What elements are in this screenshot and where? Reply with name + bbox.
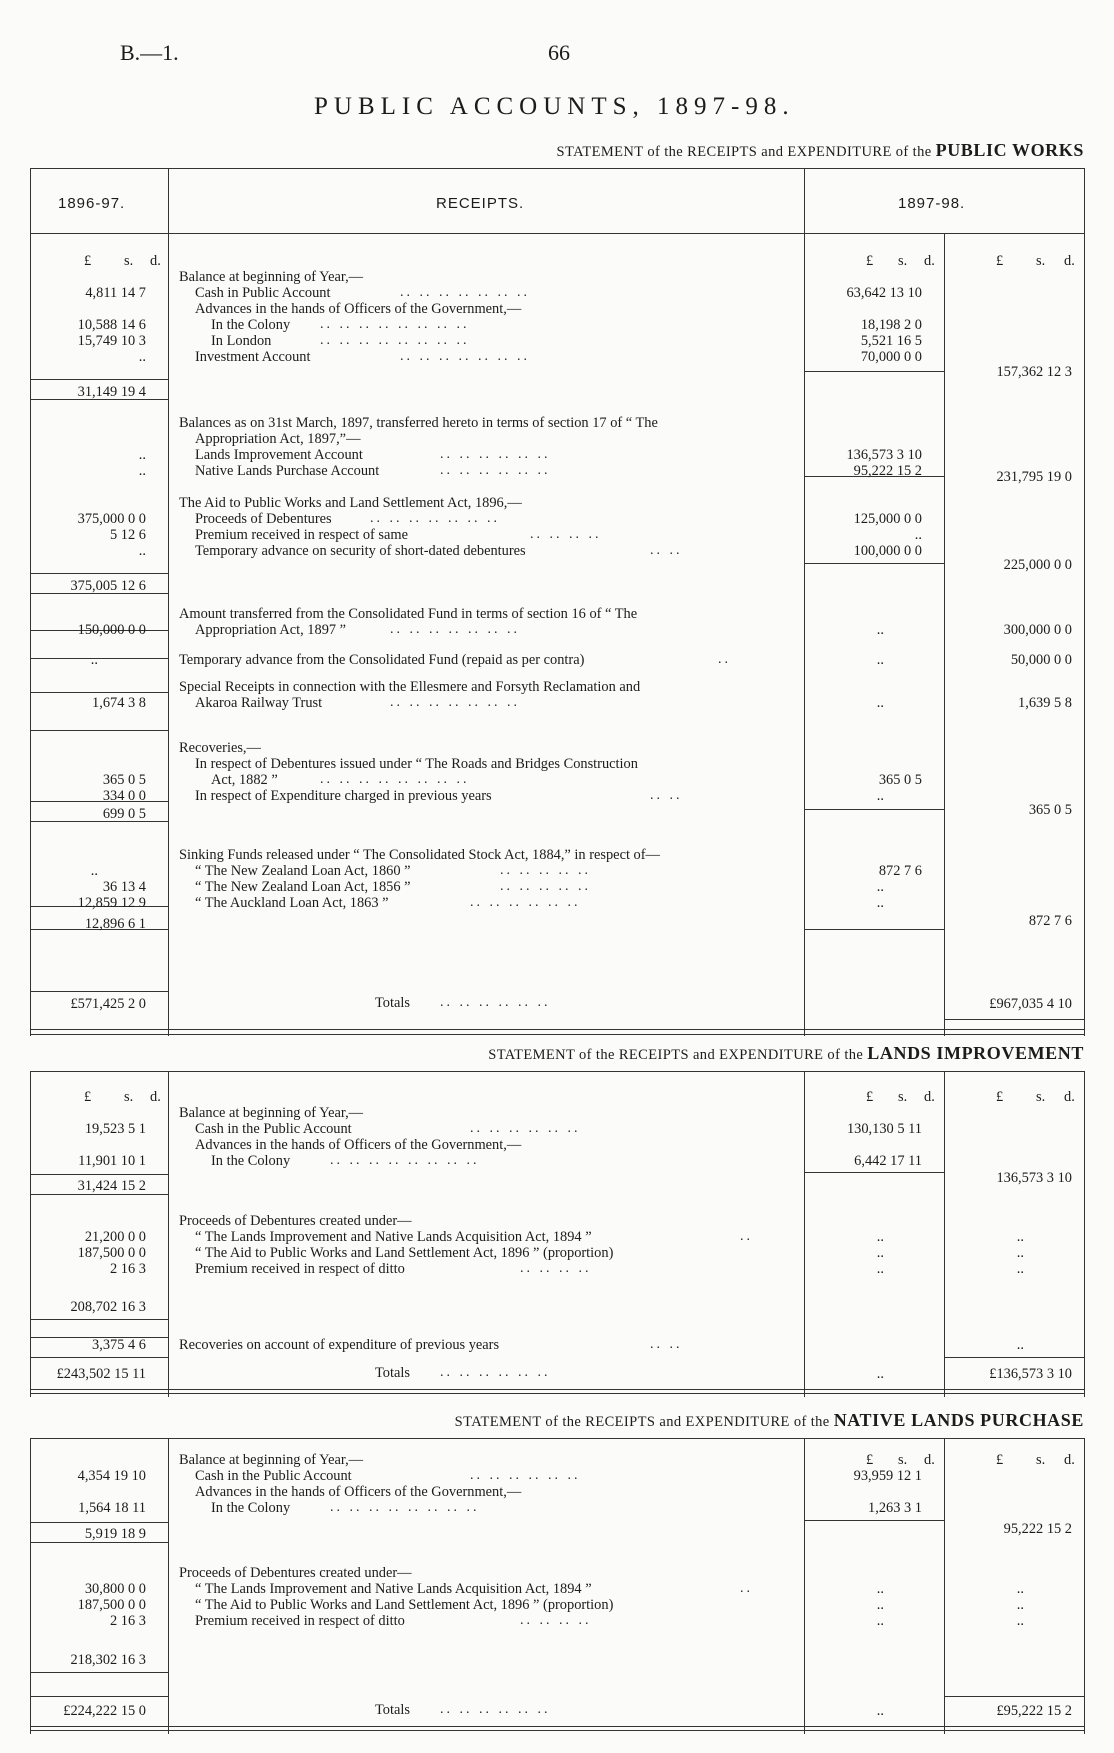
cell-right: .. bbox=[1016, 1613, 1024, 1629]
balance-label: Balance at beginning of Year,— bbox=[179, 1105, 364, 1121]
cell-right: .. bbox=[1016, 1245, 1024, 1261]
native-lands-table: Balance at beginning of Year,— £ s. d. £ s. d. 4,354 19 10 Cash in the Public Account .. .. .. .. .. .. 93,959 12 1 Advances in the hands of Officers of the Government,— 1,564 18 11 In the Colony .. .. .. .. .. .. .. .. 1,263 3 1 5,919 18 9 95,222 15 2 Proceeds of Debentures created under— 30,800 0 0 “ The Lands Improvement and Native Lands Acquisition Act, 1894 ” .. .. .. 187,500 0 0 “ The Aid to Public Works and Land Settlement Act, 1896 ” (proportion) .. .. 2 16 3 Premium received in respect of ditto .. .. .. .. .. .. 218,302 16 3 Totals .. .. .. .. .. .. £224,222 15 0 .. £95,222 15 2 bbox=[30, 1438, 1084, 1734]
recov-line3: In respect of Expenditure charged in previous years bbox=[195, 788, 492, 804]
subtotal-left: 375,005 12 6 bbox=[70, 578, 146, 594]
row-label: “ The Lands Improvement and Native Lands Acquisition Act, 1894 ” bbox=[195, 1581, 592, 1597]
subtotal-left: 5,919 18 9 bbox=[84, 1526, 146, 1542]
lsd-shilling: s. bbox=[898, 1452, 908, 1468]
cell-left: .. bbox=[138, 447, 146, 463]
cell-mid: .. bbox=[876, 1229, 884, 1245]
totals-label: Totals bbox=[375, 995, 410, 1011]
cell-mid: .. bbox=[876, 622, 884, 638]
cell-mid: .. bbox=[876, 788, 884, 804]
cell-mid: 70,000 0 0 bbox=[860, 349, 922, 365]
row-label: “ The New Zealand Loan Act, 1860 ” bbox=[195, 863, 411, 879]
cell-left: 15,749 10 3 bbox=[77, 333, 146, 349]
cell-left: 19,523 5 1 bbox=[84, 1121, 146, 1137]
lsd-pound: £ bbox=[996, 1452, 1004, 1468]
row-label: Cash in Public Account bbox=[195, 285, 331, 301]
cell-left: .. bbox=[138, 349, 146, 365]
row-label: Proceeds of Debentures bbox=[195, 511, 332, 527]
advances-label: Advances in the hands of Officers of the Government,— bbox=[195, 1484, 522, 1500]
cell-mid: .. bbox=[876, 1597, 884, 1613]
subtotal-left: 31,424 15 2 bbox=[77, 1178, 146, 1194]
lsd-pound: £ bbox=[996, 253, 1004, 269]
cash-label: Cash in the Public Account bbox=[195, 1468, 352, 1484]
row-label: “ The Aid to Public Works and Land Settlement Act, 1896 ” (proportion) bbox=[195, 1597, 614, 1613]
temp-text: Temporary advance from the Consolidated Fund (repaid as per contra) bbox=[179, 652, 585, 668]
cell-left: .. bbox=[138, 543, 146, 559]
heading-bold: PUBLIC WORKS bbox=[935, 140, 1084, 160]
cell-left: 21,200 0 0 bbox=[84, 1229, 146, 1245]
lsd-shilling: s. bbox=[898, 1089, 908, 1105]
cell-left: 4,811 14 7 bbox=[85, 285, 146, 301]
balance-label: Balance at beginning of Year,— bbox=[179, 269, 364, 285]
cell-mid: 100,000 0 0 bbox=[853, 543, 922, 559]
balance-label: Balance at beginning of Year,— bbox=[179, 1452, 364, 1468]
row-label: Premium received in respect of ditto bbox=[195, 1261, 405, 1277]
sink-label: Sinking Funds released under “ The Consolidated Stock Act, 1884,” in respect of— bbox=[179, 847, 660, 863]
proceeds-label: Proceeds of Debentures created under— bbox=[179, 1565, 412, 1581]
cell-mid: .. bbox=[876, 879, 884, 895]
cash-label: Cash in the Public Account bbox=[195, 1121, 352, 1137]
lsd-pound: £ bbox=[866, 1089, 874, 1105]
lsd-pence: d. bbox=[1064, 1089, 1075, 1105]
page-number: 66 bbox=[548, 40, 570, 65]
cell-left: 334 0 0 bbox=[102, 788, 146, 804]
row-label: In London bbox=[211, 333, 272, 349]
cell-left: 187,500 0 0 bbox=[77, 1597, 146, 1613]
special-line1: Special Receipts in connection with the Ellesmere and Forsyth Reclamation and bbox=[179, 679, 641, 695]
lsd-pound: £ bbox=[996, 1089, 1004, 1105]
total-right: 365 0 5 bbox=[1028, 802, 1072, 818]
cell-mid: .. bbox=[876, 695, 884, 711]
row-label: In the Colony bbox=[211, 317, 291, 333]
series-ref: B.—1. bbox=[120, 40, 179, 65]
total-right: 50,000 0 0 bbox=[1010, 652, 1072, 668]
totals-left: £571,425 2 0 bbox=[70, 996, 146, 1012]
lsd-shilling: s. bbox=[1036, 1452, 1046, 1468]
lsd-pence: d. bbox=[924, 253, 935, 269]
public-works-heading bbox=[557, 140, 1084, 161]
lsd-pound: £ bbox=[84, 253, 92, 269]
public-works-table: 1896-97. RECEIPTS. 1897-98. £ s. d. £ s. d. £ s. d. Balance at beginning of Year,— 4,811 14 7 Cash in Public Account .. .. .. .. .. .. .. 63,642 13 10 Advances in the hands of Officers of the Government,— 10,588 14 6 In the Colony .. .. .. .. .. .. .. .. 18,198 2 0 15,749 10 3 In London .. .. .. .. .. .. .. .. 5,521 16 5 .. Investment Account .. .. .. .. .. .. .. 70,000 0 0 31,149 19 4 157,362 12 3 Balances as on 31st March, 1897, transferred hereto in terms of section 17 of “ The Appropriation Act, 1897,”— .. Lands Improvement Account .. .. .. .. .. .. 136,573 3 10 .. Native Lands Purchase Account .. .. .. .. .. .. 95,222 15 2 231,795 19 0 The Aid to Public Works and Land Settlement Act, 1896,— 375,000 0 0 Proceeds of Debentures .. .. .. .. .. .. .. 125,000 0 0 5 12 6 Premium received in respect of same .. .. .. .. .. .. Temporary advance on security of short-dated debentures .. .. 100,000 0 0 375,005 12 6 225,000 0 0 Amount transferred from the Consolidated Fund in terms of section 16 of “ The Appropriation Act, 1897 ” .. .. .. .. .. .. .. 150,000 0 0 .. 300,000 0 0 Temporary advance from the Consolidated Fund (repaid as per contra) .. .. .. 50,000 0 0 Special Receipts in connection with the Ellesmere and Forsyth Reclamation and Akaroa Railway Trust .. .. .. .. .. .. .. 1,674 3 8 .. 1,639 5 8 Recoveries,— In respect of Debentures issued under “ The Roads and Bridges Construction Act, 1882 ” .. .. .. .. .. .. .. .. 365 0 5 365 0 5 In respect of Expenditure charged in previous years .. .. 334 0 0 .. 699 0 5 365 0 5 Sinking Funds released under “ The Consolidated Stock Act, 1884,” in respect of— .. “ The New Zealand Loan Act, 1860 ” .. .. .. .. .. 872 7 6 36 13 4 “ The New Zealand Loan Act, 1856 ” .. .. .. .. .. .. 12,859 12 9 “ The Auckland Loan Act, 1863 ” .. .. .. .. .. .. .. 12,896 6 1 872 7 6 Totals .. .. .. .. .. .. £571,425 2 0 £967,035 4 10 bbox=[30, 168, 1084, 1036]
heading-bold: NATIVE LANDS PURCHASE bbox=[833, 1410, 1084, 1430]
lsd-pence: d. bbox=[1064, 1452, 1075, 1468]
row-label: Temporary advance on security of short-dated debentures bbox=[195, 543, 526, 559]
subtotal-left: 699 0 5 bbox=[102, 806, 146, 822]
lsd-pound: £ bbox=[866, 1452, 874, 1468]
cell-mid: .. bbox=[876, 1245, 884, 1261]
lsd-shilling: s. bbox=[124, 1089, 134, 1105]
cell-right: .. bbox=[1016, 1581, 1024, 1597]
row-label: “ The New Zealand Loan Act, 1856 ” bbox=[195, 879, 411, 895]
total-right: 872 7 6 bbox=[1028, 913, 1072, 929]
subtotal-left: 31,149 19 4 bbox=[77, 384, 146, 400]
cell-left: .. bbox=[90, 652, 98, 668]
cell-mid: 130,130 5 11 bbox=[846, 1121, 922, 1137]
recov-line2: Act, 1882 ” bbox=[211, 772, 278, 788]
row-label: Premium received in respect of ditto bbox=[195, 1613, 405, 1629]
cell-left: .. bbox=[90, 863, 98, 879]
row-label: “ The Auckland Loan Act, 1863 ” bbox=[195, 895, 389, 911]
cell-left: 10,588 14 6 bbox=[77, 317, 146, 333]
cell-mid: 136,573 3 10 bbox=[846, 447, 922, 463]
heading-prefix: STATEMENT of the RECEIPTS and EXPENDITURE of the bbox=[454, 1414, 830, 1430]
heading-prefix: STATEMENT of the RECEIPTS and EXPENDITURE of the bbox=[488, 1047, 864, 1063]
total-right: 136,573 3 10 bbox=[996, 1170, 1072, 1186]
cell-mid: 872 7 6 bbox=[878, 863, 922, 879]
total-right: 95,222 15 2 bbox=[1003, 1521, 1072, 1537]
col-1896-97: 1896-97. bbox=[58, 195, 126, 212]
page-title: PUBLIC ACCOUNTS, 1897-98. bbox=[314, 93, 795, 120]
totals-label: Totals bbox=[375, 1365, 410, 1381]
cell-mid: .. bbox=[876, 895, 884, 911]
subtotal-left: 12,896 6 1 bbox=[84, 916, 146, 932]
total-right: 1,639 5 8 bbox=[1018, 695, 1072, 711]
cell-left: 5 12 6 bbox=[110, 527, 146, 543]
cell-left: 365 0 5 bbox=[102, 772, 146, 788]
cell-mid: .. bbox=[876, 1261, 884, 1277]
subtotal-left: 218,302 16 3 bbox=[70, 1652, 146, 1668]
totals-mid: .. bbox=[876, 1366, 884, 1382]
cell-mid: 1,263 3 1 bbox=[868, 1500, 922, 1516]
totals-right: £95,222 15 2 bbox=[996, 1703, 1072, 1719]
advances-label: Advances in the hands of Officers of the Government,— bbox=[195, 301, 522, 317]
cell-mid: .. bbox=[876, 652, 884, 668]
total-right: 157,362 12 3 bbox=[996, 364, 1072, 380]
cell-left: 2 16 3 bbox=[110, 1613, 146, 1629]
total-right: 225,000 0 0 bbox=[1003, 557, 1072, 573]
lands-improvement-heading bbox=[488, 1043, 1084, 1064]
heading-prefix: STATEMENT of the RECEIPTS and EXPENDITURE of the bbox=[556, 144, 932, 160]
totals-right: £136,573 3 10 bbox=[989, 1366, 1072, 1382]
row-label: Investment Account bbox=[195, 349, 311, 365]
special-line2: Akaroa Railway Trust bbox=[195, 695, 323, 711]
lsd-shilling: s. bbox=[1036, 253, 1046, 269]
recov-line1: In respect of Debentures issued under “ The Roads and Bridges Construction bbox=[195, 756, 638, 772]
proceeds-label: Proceeds of Debentures created under— bbox=[179, 1213, 412, 1229]
totals-left: £243,502 15 11 bbox=[56, 1366, 146, 1382]
row-label: Lands Improvement Account bbox=[195, 447, 363, 463]
cell-left: 2 16 3 bbox=[110, 1261, 146, 1277]
balances-31-line2: Appropriation Act, 1897,”— bbox=[195, 431, 361, 447]
lands-improvement-table: £ s. d. £ s. d. £ s. d. Balance at beginning of Year,— 19,523 5 1 Cash in the Public Account .. .. .. .. .. .. 130,130 5 11 Advances in the hands of Officers of the Government,— 11,901 10 1 In the Colony .. .. .. .. .. .. .. .. 6,442 17 11 31,424 15 2 136,573 3 10 Proceeds of Debentures created under— 21,200 0 0 “ The Lands Improvement and Native Lands Acquisition Act, 1894 ” .. .. .. 187,500 0 0 “ The Aid to Public Works and Land Settlement Act, 1896 ” (proportion) .. .. 2 16 3 Premium received in respect of ditto .. .. .. .. .. .. 208,702 16 3 3,375 4 6 Recoveries on account of expenditure of previous years .. .. .. Totals .. .. .. .. .. .. £243,502 15 11 .. £136,573 3 10 bbox=[30, 1071, 1084, 1397]
lsd-pence: d. bbox=[150, 1089, 161, 1105]
cell-left: .. bbox=[138, 463, 146, 479]
cell-mid: 5,521 16 5 bbox=[860, 333, 922, 349]
lsd-pence: d. bbox=[924, 1452, 935, 1468]
lsd-shilling: s. bbox=[1036, 1089, 1046, 1105]
cell-right: .. bbox=[1016, 1337, 1024, 1353]
cell-mid: .. bbox=[876, 1613, 884, 1629]
cell-left: 3,375 4 6 bbox=[92, 1337, 146, 1353]
aid-label: The Aid to Public Works and Land Settlement Act, 1896,— bbox=[179, 495, 522, 511]
row-label: Native Lands Purchase Account bbox=[195, 463, 380, 479]
cell-mid: 63,642 13 10 bbox=[846, 285, 922, 301]
row-label: “ The Aid to Public Works and Land Settlement Act, 1896 ” (proportion) bbox=[195, 1245, 614, 1261]
advances-label: Advances in the hands of Officers of the Government,— bbox=[195, 1137, 522, 1153]
cell-left: 1,564 18 11 bbox=[78, 1500, 146, 1516]
balances-31-line1: Balances as on 31st March, 1897, transferred hereto in terms of section 17 of “ The bbox=[179, 415, 658, 431]
native-lands-heading bbox=[455, 1410, 1084, 1431]
consol-line1: Amount transferred from the Consolidated Fund in terms of section 16 of “ The bbox=[179, 606, 638, 622]
lsd-shilling: s. bbox=[898, 253, 908, 269]
total-right: 231,795 19 0 bbox=[996, 469, 1072, 485]
totals-mid: .. bbox=[876, 1703, 884, 1719]
totals-label: Totals bbox=[375, 1702, 410, 1718]
lsd-pence: d. bbox=[924, 1089, 935, 1105]
cell-mid: .. bbox=[876, 1581, 884, 1597]
cell-right: .. bbox=[1016, 1229, 1024, 1245]
lsd-pound: £ bbox=[866, 253, 874, 269]
lsd-pence: d. bbox=[150, 253, 161, 269]
cell-right: .. bbox=[1016, 1597, 1024, 1613]
lsd-pound: £ bbox=[84, 1089, 92, 1105]
recov-label: Recoveries,— bbox=[179, 740, 261, 756]
cell-mid: 6,442 17 11 bbox=[854, 1153, 922, 1169]
recov-label: Recoveries on account of expenditure of previous years bbox=[179, 1337, 500, 1353]
totals-left: £224,222 15 0 bbox=[63, 1703, 146, 1719]
cell-left: 11,901 10 1 bbox=[78, 1153, 146, 1169]
col-receipts: RECEIPTS. bbox=[436, 195, 525, 212]
cell-left: 30,800 0 0 bbox=[84, 1581, 146, 1597]
lsd-shilling: s. bbox=[124, 253, 134, 269]
totals-right: £967,035 4 10 bbox=[989, 996, 1072, 1012]
cell-left: 1,674 3 8 bbox=[92, 695, 146, 711]
colony-label: In the Colony bbox=[211, 1500, 291, 1516]
cell-mid: 95,222 15 2 bbox=[853, 463, 922, 479]
cell-mid: 365 0 5 bbox=[878, 772, 922, 788]
subtotal-left: 208,702 16 3 bbox=[70, 1299, 146, 1315]
cell-left: 36 13 4 bbox=[102, 879, 146, 895]
cell-mid: 93,959 12 1 bbox=[853, 1468, 922, 1484]
cell-left: 187,500 0 0 bbox=[77, 1245, 146, 1261]
cell-left: 4,354 19 10 bbox=[77, 1468, 146, 1484]
cell-mid: 18,198 2 0 bbox=[860, 317, 922, 333]
cell-left: 150,000 0 0 bbox=[77, 622, 146, 638]
consol-line2: Appropriation Act, 1897 ” bbox=[195, 622, 347, 638]
cell-left: 12,859 12 9 bbox=[77, 895, 146, 911]
col-1897-98: 1897-98. bbox=[898, 195, 966, 212]
colony-label: In the Colony bbox=[211, 1153, 291, 1169]
heading-bold: LANDS IMPROVEMENT bbox=[867, 1043, 1084, 1063]
cell-right: .. bbox=[1016, 1261, 1024, 1277]
cell-left: 375,000 0 0 bbox=[77, 511, 146, 527]
cell-mid: .. bbox=[914, 527, 922, 543]
cell-mid: 125,000 0 0 bbox=[853, 511, 922, 527]
row-label: “ The Lands Improvement and Native Lands Acquisition Act, 1894 ” bbox=[195, 1229, 592, 1245]
row-label: Premium received in respect of same bbox=[195, 527, 408, 543]
lsd-pence: d. bbox=[1064, 253, 1075, 269]
total-right: 300,000 0 0 bbox=[1003, 622, 1072, 638]
